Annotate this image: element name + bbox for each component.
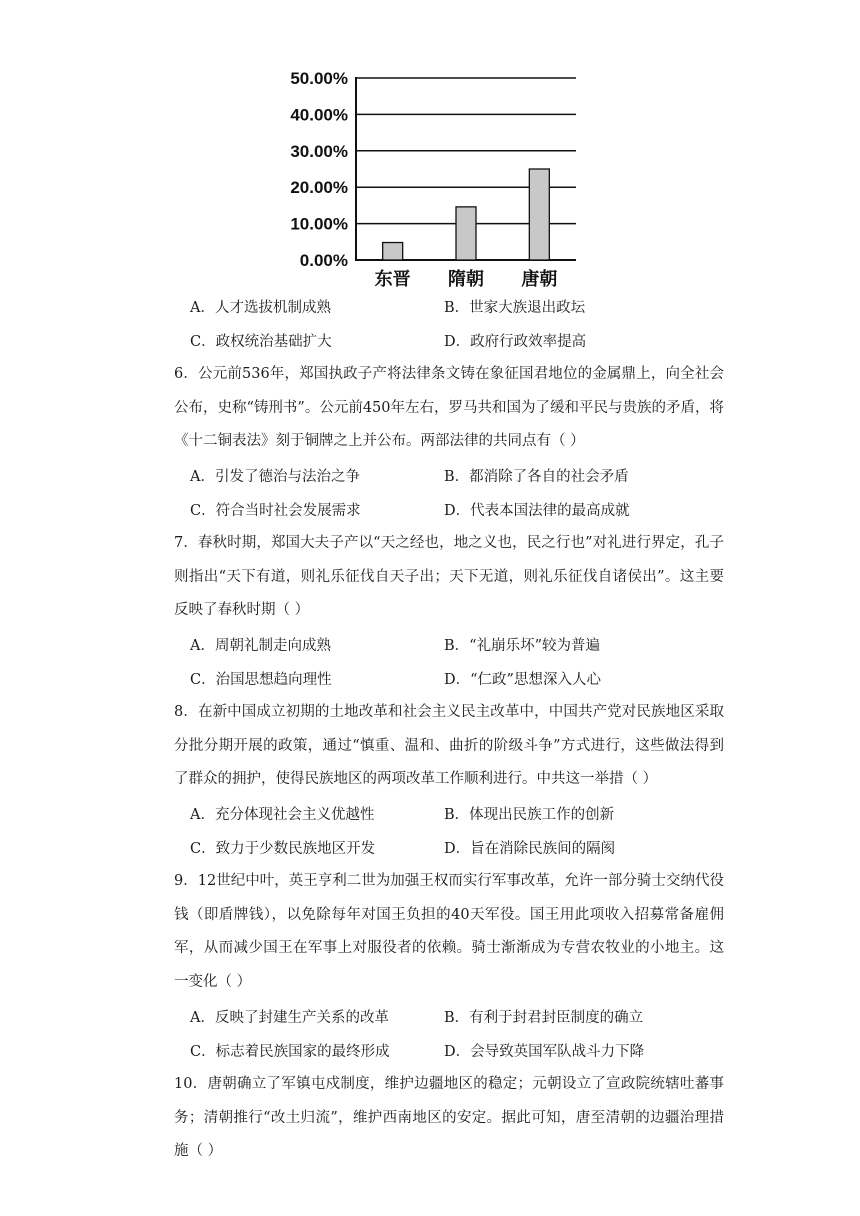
option-b[interactable]: B．都消除了各自的社会矛盾 [444,469,629,485]
y-tick-label: 50.00% [290,69,348,88]
question-7-stem: 7．春秋时期，郑国大夫子产以“天之经也，地之义也，民之行也”对礼进行界定，孔子则指出“天下有道，则礼乐征伐自天子出；天下无道，则礼乐征伐自诸侯出”。这主要反映了春秋时期（ ） [174,535,724,618]
x-tick-label: 唐朝 [521,269,558,290]
bar [529,169,549,260]
bar [383,243,403,260]
option-a[interactable]: A．反映了封建生产关系的改革 [190,1010,389,1026]
y-tick-label: 30.00% [290,141,348,161]
option-c[interactable]: C．政权统治基础扩大 [190,334,332,350]
y-tick-label: 10.00% [290,214,348,234]
y-tick-label: 0.00% [299,251,348,270]
option-c[interactable]: C．符合当时社会发展需求 [190,503,361,519]
option-d[interactable]: D．旨在消除民族间的隔阂 [444,841,616,857]
option-b[interactable]: B．“礼崩乐坏”较为普遍 [444,638,600,654]
option-d[interactable]: D．会导致英国军队战斗力下降 [444,1044,645,1060]
option-a[interactable]: A．引发了德治与法治之争 [190,469,360,485]
option-d[interactable]: D．代表本国法律的最高成就 [444,503,630,519]
option-b[interactable]: B．有利于封君封臣制度的确立 [444,1010,644,1026]
option-b[interactable]: B．世家大族退出政坛 [444,300,586,316]
question-9-stem: 9．12世纪中叶，英王亨利二世为加强王权而实行军事改革，允许一部分骑士交纳代役钱（即盾牌钱），以免除每年对国王负担的40天军役。国王用此项收入招募常备雇佣军，从而减少国王在军事上对服役者的依赖。骑士渐渐成为专营农牧业的小地主。这一变化（ ） [174,873,724,990]
option-a[interactable]: A．充分体现社会主义优越性 [190,807,375,823]
option-a[interactable]: A．人才选拔机制成熟 [190,300,331,316]
option-a[interactable]: A．周朝礼制走向成熟 [190,638,331,654]
option-c[interactable]: C．标志着民族国家的最终形成 [190,1044,390,1060]
option-d[interactable]: D．“仁政”思想深入人心 [444,672,601,688]
bar-chart [270,60,590,300]
bar [456,207,476,260]
y-tick-label: 40.00% [290,105,348,125]
y-tick-label: 20.00% [290,178,348,198]
option-c[interactable]: C．治国思想趋向理性 [190,672,332,688]
question-8-stem: 8．在新中国成立初期的土地改革和社会主义民主改革中，中国共产党对民族地区采取分批分期开展的政策，通过“慎重、温和、曲折的阶级斗争”方式进行，这些做法得到了群众的拥护，使得民族地区的两项改革工作顺利进行。中共这一举措（ ） [174,704,724,787]
x-tick-label: 隋朝 [448,269,484,290]
x-tick-label: 东晋 [374,269,411,290]
option-c[interactable]: C．致力于少数民族地区开发 [190,841,376,857]
option-b[interactable]: B．体现出民族工作的创新 [444,807,615,823]
option-d[interactable]: D．政府行政效率提高 [444,334,587,350]
question-6-stem: 6．公元前536年，郑国执政子产将法律条文铸在象征国君地位的金属鼎上，向全社会公布，史称“铸刑书”。公元前450年左右，罗马共和国为了缓和平民与贵族的矛盾，将《十二铜表法》刻于铜牌之上并公布。两部法律的共同点有（ ） [174,366,724,449]
question-10-stem: 10．唐朝确立了军镇屯戍制度，维护边疆地区的稳定；元朝设立了宣政院统辖吐蕃事务；清朝推行“改土归流”，维护西南地区的安定。据此可知，唐至清朝的边疆治理措施（ ） [174,1076,724,1159]
